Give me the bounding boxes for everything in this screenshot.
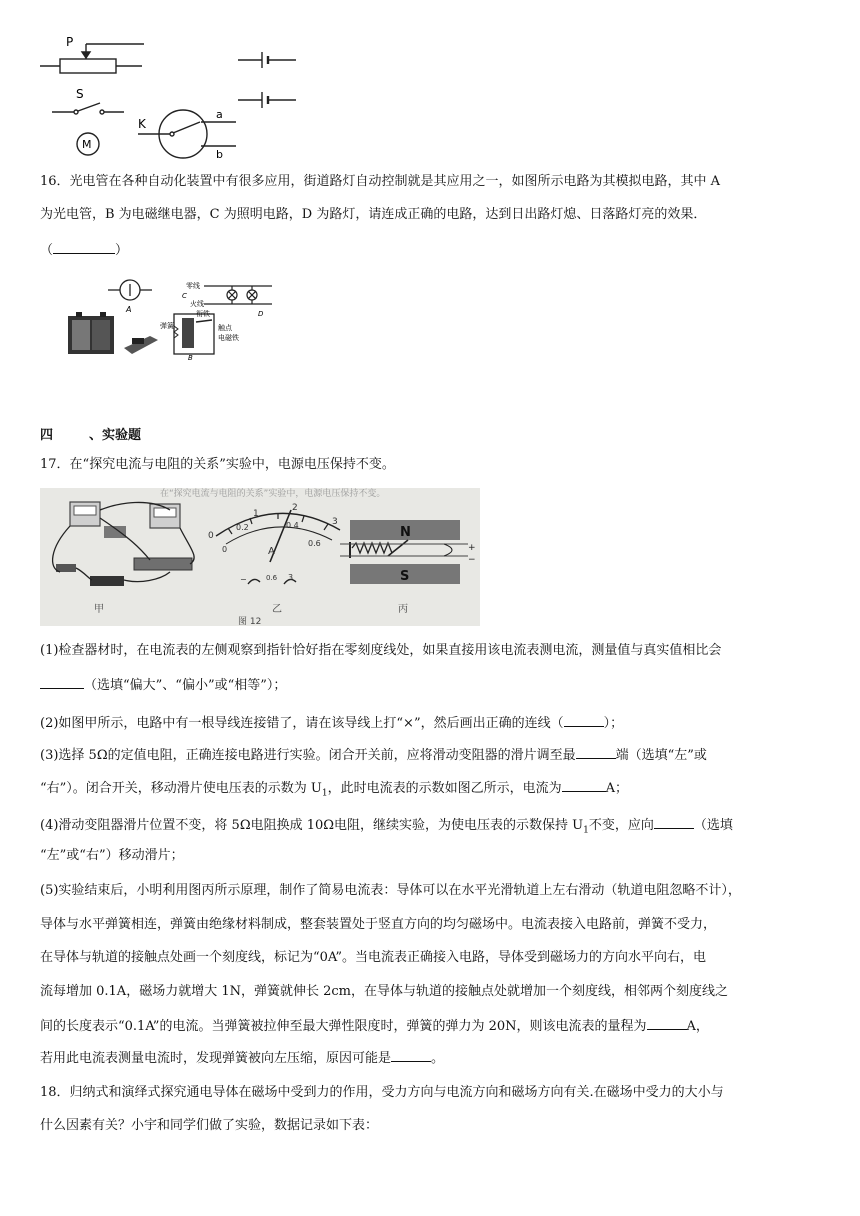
q17-p5-blank-1[interactable] [647, 1017, 687, 1030]
scale-label-3: 3 [332, 517, 338, 527]
q17-p2-blank[interactable] [564, 714, 604, 727]
photocell-a [108, 280, 152, 300]
label-iron: 衔铁 [196, 310, 210, 318]
figure-caption: 图 12 [238, 617, 262, 626]
label-s: S [76, 87, 84, 101]
label-a: a [216, 108, 223, 121]
q17-p3-text-4: ，此时电流表的示数如图乙所示，电流为 [327, 781, 562, 796]
label-p: P [66, 35, 74, 49]
terminal-minus: − [240, 575, 247, 584]
battery-symbol-2 [238, 92, 296, 108]
q17-p5-line-6 [40, 1049, 830, 1067]
scale-label-1: 1 [253, 509, 259, 519]
faded-scan-text: 在“探究电流与电阻的关系”实验中，电源电压保持不变。 [160, 489, 386, 499]
q17-p5-blank-2[interactable] [391, 1049, 431, 1062]
q17-p4-line-1 [40, 816, 830, 839]
scale-label-0-inner: 0 [222, 545, 228, 554]
lighting-circuit-c [204, 286, 272, 304]
q17-p4-text-1: (4)滑动变阻器滑片位置不变，将 5Ω电阻换成 10Ω电阻，继续实验，为使电压表的示数保持 U [40, 818, 584, 833]
q17-photo-figure [40, 488, 480, 626]
battery-pack [68, 312, 114, 354]
q16-line-2: 为光电管，B 为电磁继电器，C 为照明电路，D 为路灯，请连成正确的电路，达到日出路灯熄、日落路灯亮的效果． [40, 207, 707, 222]
label-neutral: 零线 [186, 282, 200, 290]
q17-p5-line-5 [40, 1017, 830, 1035]
q17-p1-line-1: (1)检查器材时，在电流表的左侧观察到指针恰好指在零刻度线处，如果直接用该电流表测电流，测量值与真实值相比会 [40, 643, 722, 658]
small-switch [124, 336, 158, 354]
q17-p4-subscript: 1 [583, 825, 589, 836]
circuit-elements-figure [38, 30, 308, 162]
magnet-pole-n: N [400, 525, 411, 540]
streetlight-circuit-figure [62, 276, 276, 360]
label-spring: 弹簧 [160, 322, 174, 330]
label-electromagnet: 电磁铁 [218, 334, 239, 342]
q17-p3-line-1 [40, 746, 830, 764]
label-m: M [82, 138, 92, 151]
q17-p4-line-2: “左”或“右”）移动滑片； [40, 848, 184, 863]
magnet-pole-s: S [400, 569, 410, 584]
q17-p5-line-2: 导体与水平弹簧相连，弹簧由绝缘材料制成，整套装置处于竖直方向的均匀磁场中。电流表接入电路前，弹簧不受力， [40, 917, 717, 932]
label-a: A [126, 305, 132, 314]
q17-p3-text-2: 端（选填“左”或 [615, 748, 707, 763]
label-live: 火线 [190, 300, 204, 308]
q17-p2-text: (2)如图甲所示，电路中有一根导线连接错了，请在该导线上打“×”，然后画出正确的连线（ [40, 716, 564, 731]
q16-answer-line [40, 241, 830, 259]
q17-p2-close: ）； [603, 716, 624, 731]
section-number: 四 [40, 428, 54, 443]
q16-close-paren: ） [115, 243, 129, 258]
q17-p5-line-1: (5)实验结束后，小明利用图丙所示原理，制作了简易电流表：导体可以在水平光滑轨道上左右滑动（轨道电阻忽略不计）， [40, 883, 741, 898]
label-contact: 触点 [218, 324, 232, 332]
relay-b [174, 314, 214, 354]
section-title: 、实验题 [89, 428, 142, 443]
unit-a: A [268, 546, 275, 557]
label-bing: 丙 [398, 604, 408, 615]
q17-p1-line-2-text: （选填“偏大”、“偏小”或“相等”）； [84, 678, 287, 693]
q17-p5-line-3: 在导体与轨道的接触点处画一个刻度线，标记为“0A”。当电流表正确接入电路，导体受到磁场力的方向水平向右，电 [40, 950, 707, 965]
terminal-plus: + [468, 543, 476, 553]
switch-symbol [52, 103, 124, 114]
scale-label-0-2: 0.2 [236, 523, 249, 532]
terminal-0-6: 0.6 [266, 574, 278, 582]
q17-p3-blank-2[interactable] [562, 779, 606, 792]
label-d: D [258, 310, 264, 318]
battery-symbol-1 [238, 52, 296, 68]
q17-photo-drawing [40, 488, 480, 626]
q17-p5-text-3: 若用此电流表测量电流时，发现弹簧被向左压缩，原因可能是 [40, 1051, 392, 1066]
label-yi: 乙 [272, 604, 282, 615]
scale-label-0: 0 [208, 531, 214, 541]
q18-line-2: 什么因素有关？小宇和同学们做了实验，数据记录如下表： [40, 1118, 379, 1133]
q17-p3-text-3: “右”）。闭合开关，移动滑片使电压表的示数为 U [40, 781, 322, 796]
scale-label-0-6: 0.6 [308, 539, 321, 548]
q16-open-paren: （ [40, 243, 54, 258]
q17-p3-subscript: 1 [321, 788, 328, 799]
section-heading [40, 424, 141, 443]
scale-label-2: 2 [292, 503, 298, 513]
scale-label-0-4: 0.4 [286, 521, 299, 530]
label-b: b [216, 148, 223, 161]
label-k: K [138, 117, 146, 131]
q17-stem: 17．在“探究电流与电阻的关系”实验中，电源电压保持不变。 [40, 457, 395, 472]
label-c: C [182, 292, 187, 300]
q17-p5-text-4: 。 [431, 1051, 445, 1066]
q17-p3-line-2 [40, 779, 830, 802]
rheostat-symbol [40, 44, 144, 73]
label-jia: 甲 [94, 604, 104, 615]
q16-line-1: 16．光电管在各种自动化装置中有很多应用，街道路灯自动控制就是其应用之一，如图所示电路为其模拟电路，其中 A [40, 174, 721, 189]
label-b: B [188, 354, 193, 360]
q17-p3-text-5: A； [605, 781, 629, 796]
q18-line-1: 18．归纳式和演绎式探究通电导体在磁场中受到力的作用，受力方向与电流方向和磁场方向有关.在磁场中受力的大小与 [40, 1085, 724, 1100]
q17-p5-text-1: 间的长度表示“0.1A”的电流。当弹簧被拉伸至最大弹性限度时，弹簧的弹力为 20N，则该电流表的量程为 [40, 1019, 647, 1034]
terminal-3: 3 [288, 573, 294, 582]
q17-p4-blank[interactable] [654, 816, 694, 829]
q17-p5-text-2: A， [686, 1019, 709, 1034]
q17-p4-text-2: 不变，应向 [588, 818, 654, 833]
q17-p1-blank[interactable] [40, 676, 84, 689]
q17-p3-text-1: (3)选择 5Ω的定值电阻，正确连接电路进行实验。闭合开关前，应将滑动变阻器的滑片调至最 [40, 748, 576, 763]
q17-p5-line-4: 流每增加 0.1A，磁场力就增大 1N，弹簧就伸长 2cm，在导体与轨道的接触点处就增加一个刻度线，相邻两个刻度线之 [40, 984, 728, 999]
q17-p4-text-3: （选填 [693, 818, 733, 833]
q17-p3-blank-1[interactable] [576, 746, 616, 759]
q17-p1-line-2 [40, 676, 830, 694]
terminal-minus-bing: − [468, 555, 476, 565]
q16-answer-blank[interactable] [53, 241, 115, 254]
q17-p2-line [40, 714, 830, 732]
